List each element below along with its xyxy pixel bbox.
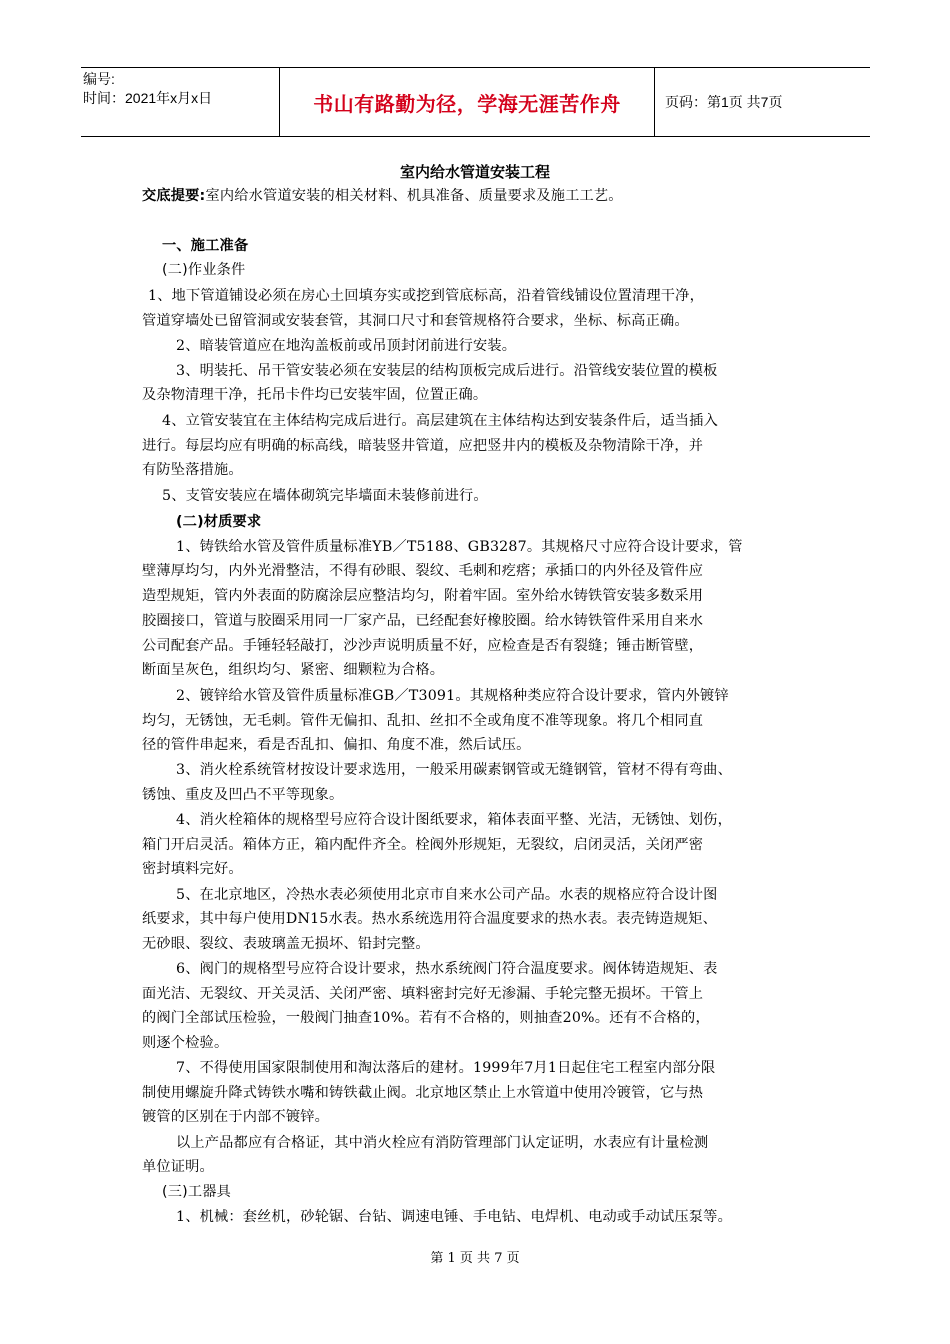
- paragraph-line: 制使用螺旋升降式铸铁水嘴和铸铁截止阀。北京地区禁止上水管道中使用冷镀管，它与热: [142, 1085, 704, 1101]
- date-label: 时间：2021年x月x日: [83, 90, 213, 106]
- paragraph-line: 锈蚀、重皮及凹凸不平等现象。: [142, 787, 344, 803]
- header-page-info: 页码：第1页 共7页: [665, 94, 783, 110]
- paragraph-line: 1、铸铁给水管及管件质量标准YB／T5188、GB3287。其规格尺寸应符合设计要求，管: [176, 539, 743, 555]
- paragraph-line: 的阀门全部试压检验，一般阀门抽查10%。若有不合格的，则抽查20%。还有不合格的，: [142, 1010, 710, 1026]
- paragraph-line: 公司配套产品。手锤轻轻敲打，沙沙声说明质量不好，应检查是否有裂缝；锤击断管壁，: [142, 638, 704, 654]
- section-heading: 一、施工准备: [162, 238, 249, 254]
- paragraph-line: 5、在北京地区，冷热水表必须使用北京市自来水公司产品。水表的规格应符合设计图: [176, 887, 718, 903]
- page-title: 室内给水管道安装工程: [399, 163, 550, 181]
- paragraph-line: 胶圈接口，管道与胶圈采用同一厂家产品，已经配套好橡胶圈。给水铸铁管件采用自来水: [142, 613, 704, 629]
- paragraph-line: 造型规矩，管内外表面的防腐涂层应整洁均匀，附着牢固。室外给水铸铁管安装多数采用: [142, 588, 704, 604]
- summary-line: [142, 184, 832, 208]
- header-motto: 书山有路勤为径，学海无涯苦作舟: [280, 68, 655, 136]
- paragraph-line: 单位证明。: [142, 1159, 214, 1175]
- paragraph-line: 纸要求，其中每户使用DN15水表。热水系统选用符合温度要求的热水表。表壳铸造规矩、: [142, 911, 717, 927]
- paragraph-line: 密封填料完好。: [142, 861, 243, 877]
- paragraph-line: 则逐个检验。: [142, 1035, 229, 1051]
- summary-label: 交底提要:: [142, 188, 206, 204]
- number-label: 编号:: [83, 71, 115, 87]
- paragraph-line: 壁薄厚均匀，内外光滑整洁，不得有砂眼、裂纹、毛刺和疙瘩；承插口的内外径及管件应: [142, 563, 704, 579]
- paragraph-line: 6、阀门的规格型号应符合设计要求，热水系统阀门符合温度要求。阀体铸造规矩、表: [176, 961, 718, 977]
- paragraph-line: 有防坠落措施。: [142, 462, 243, 478]
- subsection-heading: (二)作业条件: [162, 262, 246, 278]
- paragraph-line: 1、地下管道铺设必须在房心土回填夯实或挖到管底标高，沿着管线铺设位置清理干净，: [148, 288, 704, 304]
- paragraph-line: 2、镀锌给水管及管件质量标准GB／T3091。其规格种类应符合设计要求，管内外镀锌: [176, 688, 729, 704]
- paragraph-line: 进行。每层均应有明确的标高线，暗装竖井管道，应把竖井内的模板及杂物清除干净，并: [142, 438, 704, 454]
- paragraph-line: 3、明装托、吊干管安装必须在安装层的结构顶板完成后进行。沿管线安装位置的模板: [176, 363, 718, 379]
- summary-text: 室内给水管道安装的相关材料、机具准备、质量要求及施工工艺。: [205, 188, 623, 204]
- paragraph-line: 及杂物清理干净，托吊卡件均已安装牢固，位置正确。: [142, 387, 488, 403]
- paragraph-line: 以上产品都应有合格证，其中消火栓应有消防管理部门认定证明，水表应有计量检测: [176, 1135, 709, 1151]
- paragraph-line: 均匀，无锈蚀，无毛刺。管件无偏扣、乱扣、丝扣不全或角度不准等现象。将几个相同直: [142, 713, 704, 729]
- paragraph-line: 无砂眼、裂纹、表玻璃盖无损坏、铅封完整。: [142, 936, 430, 952]
- subsection-heading: (二)材质要求: [176, 514, 262, 530]
- paragraph-line: 1、机械：套丝机，砂轮锯、台钻、调速电锤、手电钻、电焊机、电动或手动试压泵等。: [176, 1209, 732, 1225]
- paragraph-line: 4、立管安装宜在主体结构完成后进行。高层建筑在主体结构达到安装条件后，适当插入: [162, 413, 718, 429]
- paragraph-line: 镀管的区别在于内部不镀锌。: [142, 1109, 330, 1125]
- paragraph-line: 4、消火栓箱体的规格型号应符合设计图纸要求，箱体表面平整、光洁，无锈蚀、划伤，: [176, 812, 732, 828]
- header-table: [81, 67, 870, 137]
- subsection-heading: (三)工器具: [162, 1184, 232, 1200]
- paragraph-line: 2、暗装管道应在地沟盖板前或吊顶封闭前进行安装。: [176, 338, 517, 354]
- paragraph-line: 面光洁、无裂纹、开关灵活、关闭严密、填料密封完好无渗漏、手轮完整无损坏。干管上: [142, 986, 704, 1002]
- paragraph-line: 箱门开启灵活。箱体方正，箱内配件齐全。栓阀外形规矩，无裂纹，启闭灵活，关闭严密: [142, 837, 704, 853]
- page-footer: 第 1 页 共 7 页: [430, 1251, 520, 1266]
- header-meta: [81, 68, 280, 136]
- paragraph-line: 断面呈灰色，组织均匀、紧密、细颗粒为合格。: [142, 662, 445, 678]
- paragraph-line: 径的管件串起来，看是否乱扣、偏扣、角度不准，然后试压。: [142, 737, 531, 753]
- paragraph-line: 7、不得使用国家限制使用和淘汰落后的建材。1999年7月1日起住宅工程室内部分限: [176, 1060, 716, 1076]
- paragraph-line: 3、消火栓系统管材按设计要求选用，一般采用碳素钢管或无缝钢管，管材不得有弯曲、: [176, 762, 732, 778]
- paragraph-line: 5、支管安装应在墙体砌筑完毕墙面未装修前进行。: [162, 488, 488, 504]
- paragraph-line: 管道穿墙处已留管洞或安装套管，其洞口尺寸和套管规格符合要求，坐标、标高正确。: [142, 313, 689, 329]
